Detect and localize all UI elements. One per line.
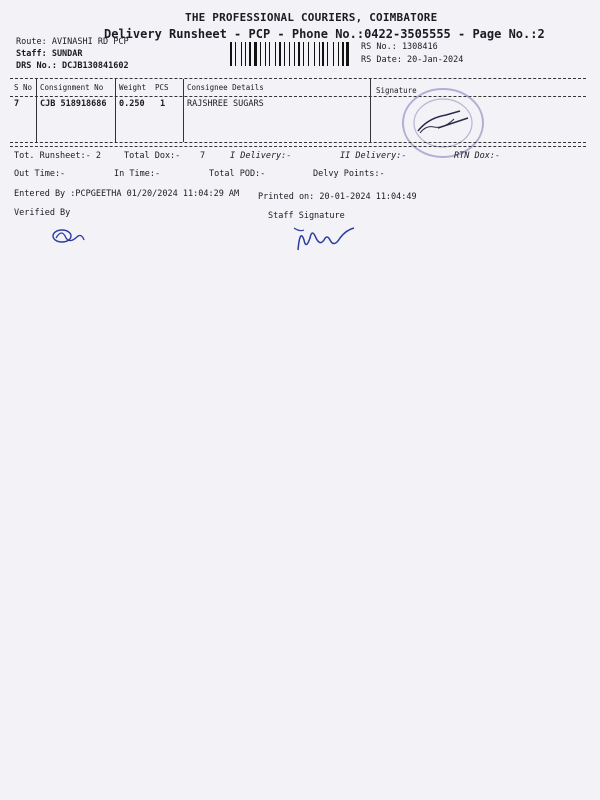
barcode-bar (249, 42, 251, 66)
barcode-bar (310, 42, 313, 66)
barcode-bar (319, 42, 320, 66)
barcode-bar (235, 42, 236, 66)
barcode-bar (247, 42, 248, 66)
table-header-rule (10, 96, 586, 97)
barcode-bar (301, 42, 302, 66)
barcode-bar (350, 42, 351, 66)
barcode-bar (265, 42, 266, 66)
tot-runsheet: Tot. Runsheet:- 2 (14, 151, 101, 161)
staff-label: Staff: SUNDAR (16, 49, 83, 59)
barcode-bar (314, 42, 315, 66)
col-header-consignment: Consignment No (40, 83, 104, 92)
staff-signature-label: Staff Signature (268, 211, 345, 221)
col-divider (183, 79, 184, 142)
col-divider (370, 79, 371, 142)
col-header-consignee: Consignee Details (187, 83, 264, 92)
barcode-bar (282, 42, 283, 66)
row-pcs: 1 (160, 99, 166, 109)
row-consignment: CJB 518918686 (40, 99, 107, 109)
col-divider (36, 79, 37, 142)
barcode-bar (345, 42, 346, 66)
total-dox-label: Total Dox:- (124, 151, 181, 161)
barcode-bar (342, 42, 344, 66)
i-delivery: I Delivery:- (230, 151, 292, 161)
drs-number: DRS No.: DCJB130841602 (16, 61, 129, 71)
barcode-bar (277, 42, 278, 66)
barcode-bar (269, 42, 271, 66)
table-bottom-rule (10, 142, 586, 143)
rs-date: RS Date: 20-Jan-2024 (361, 55, 464, 65)
barcode-bar (237, 42, 240, 66)
col-header-sno: S No (14, 83, 33, 92)
barcode-bar (333, 42, 334, 66)
barcode-bar (303, 42, 304, 66)
barcode-bar (335, 42, 337, 66)
barcode-bar (327, 42, 328, 66)
delvy-points: Delvy Points:- (313, 169, 385, 179)
barcode (230, 42, 352, 66)
barcode-bar (271, 42, 274, 66)
barcode-bar (254, 42, 257, 66)
barcode-bar (322, 42, 324, 66)
verifier-signature (48, 224, 88, 246)
barcode-bar (267, 42, 268, 66)
entered-by: Entered By :PCPGEETHA 01/20/2024 11:04:29 AM (14, 189, 240, 199)
barcode-bar (325, 42, 326, 66)
barcode-bar (329, 42, 332, 66)
barcode-bar (233, 42, 234, 66)
summary-top-rule (10, 146, 586, 147)
col-divider (115, 79, 116, 142)
barcode-bar (245, 42, 246, 66)
barcode-bar (294, 42, 295, 66)
barcode-bar (262, 42, 264, 66)
barcode-bar (296, 42, 297, 66)
route-label: Route: AVINASHI RD PCP (16, 37, 129, 47)
ii-delivery: II Delivery:- (340, 151, 407, 161)
total-dox-value: 7 (200, 151, 206, 161)
rtn-dox: RTN Dox:- (454, 151, 501, 161)
barcode-bar (260, 42, 261, 66)
barcode-bar (340, 42, 341, 66)
row-consignee: RAJSHREE SUGARS (187, 99, 264, 109)
barcode-bar (308, 42, 309, 66)
barcode-bar (241, 42, 242, 66)
barcode-bar (289, 42, 290, 66)
barcode-bar (284, 42, 285, 66)
barcode-bar (298, 42, 300, 66)
barcode-bar (252, 42, 253, 66)
col-header-weight: Weight (119, 83, 147, 92)
printed-on: Printed on: 20-01-2024 11:04:49 (258, 192, 417, 202)
col-header-signature: Signature (376, 86, 417, 95)
barcode-bar (338, 42, 339, 66)
staff-signature (290, 220, 358, 254)
barcode-bar (305, 42, 307, 66)
barcode-bar (291, 42, 294, 66)
verified-by-label: Verified By (14, 208, 71, 218)
barcode-bar (316, 42, 318, 66)
barcode-bar (243, 42, 245, 66)
barcode-bar (258, 42, 259, 66)
barcode-bar (275, 42, 276, 66)
col-header-pcs: PCS (155, 83, 169, 92)
barcode-bar (286, 42, 288, 66)
row-sno: 7 (14, 99, 20, 109)
barcode-bar (230, 42, 232, 66)
table-top-rule (10, 78, 586, 79)
company-title: THE PROFESSIONAL COURIERS, COIMBATORE (185, 11, 438, 24)
out-time: Out Time:- (14, 169, 66, 179)
in-time: In Time:- (114, 169, 161, 179)
runsheet-title: Delivery Runsheet - PCP - Phone No.:0422-3505555 - Page No.:2 (104, 27, 545, 41)
total-pod: Total POD:- (209, 169, 266, 179)
barcode-bar (279, 42, 281, 66)
rs-number: RS No.: 1308416 (361, 42, 438, 52)
row-weight: 0.250 (119, 99, 145, 109)
barcode-bar (320, 42, 321, 66)
barcode-bar (346, 42, 349, 66)
